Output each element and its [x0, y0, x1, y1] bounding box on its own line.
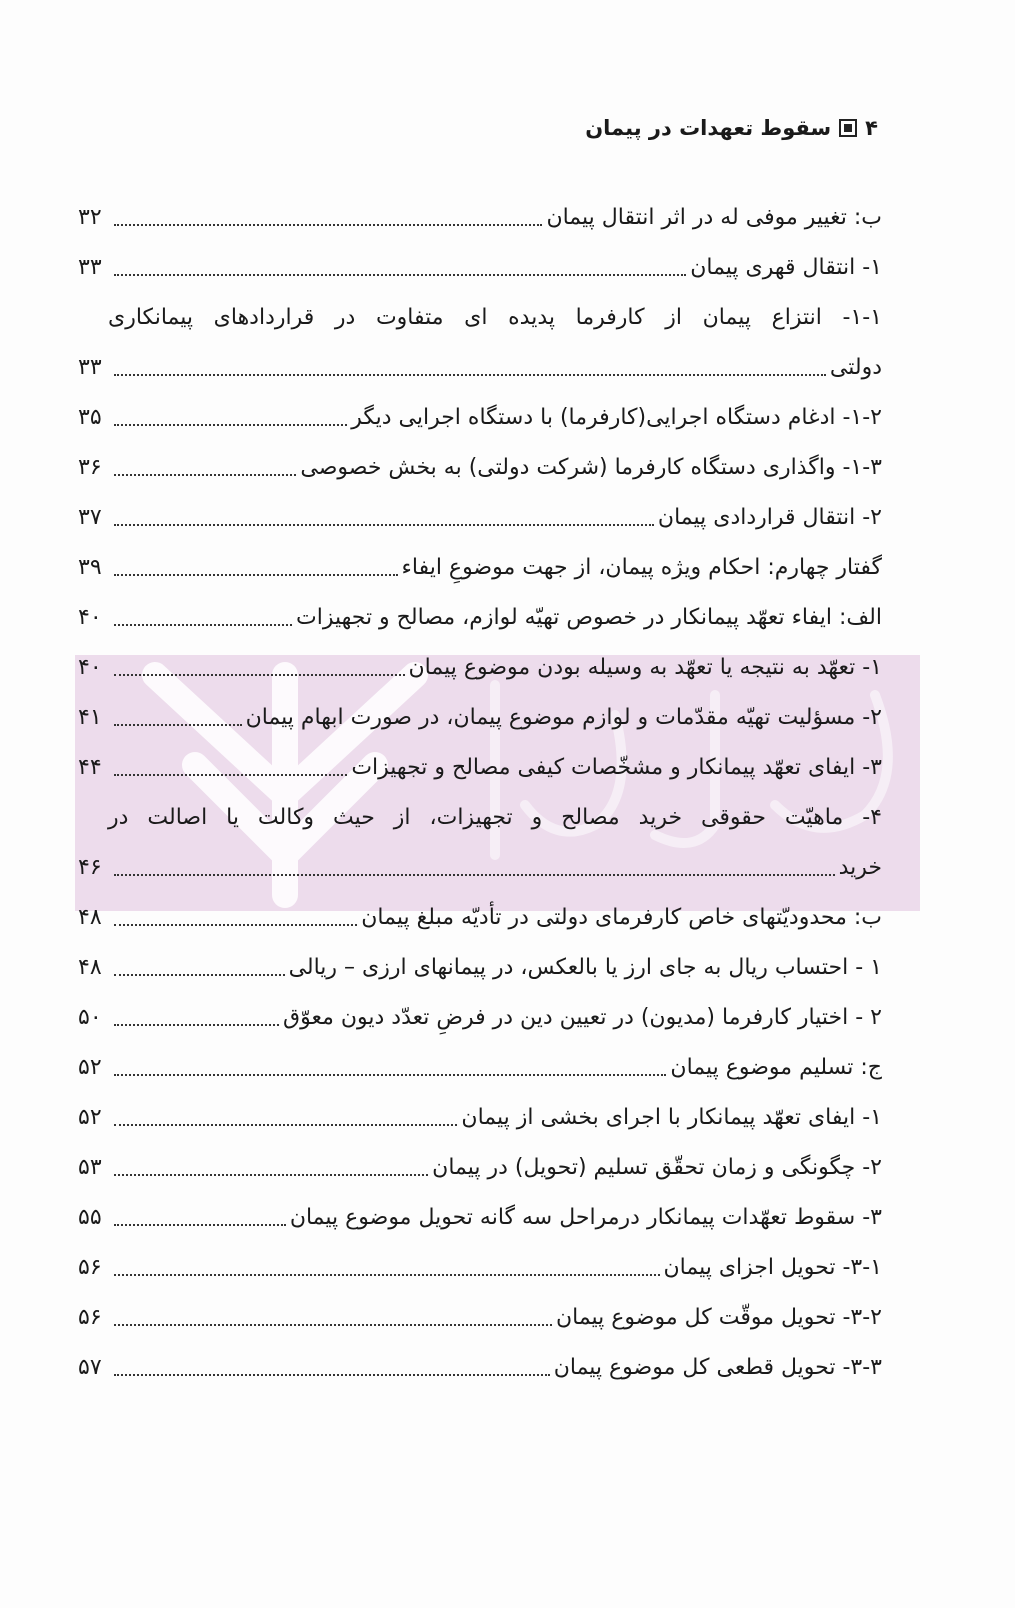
toc-page-number: ۳۹	[78, 554, 102, 580]
toc-entry[interactable]	[78, 992, 882, 1042]
toc-entry-title: ۳- ایفای تعهّد پیمانکار و مشخّصات کیفی مصالح و تجهیزات	[351, 754, 882, 780]
toc-entry-title: ج: تسلیم موضوع پیمان	[670, 1054, 882, 1080]
toc-entry-title: ب: تغییر موفی له در اثر انتقال پیمان	[546, 204, 882, 230]
leader-dots	[114, 974, 285, 976]
leader-dots	[114, 1324, 552, 1326]
toc-entry-title: ۲ - اختیار کارفرما (مدیون) در تعیین دین در فرضِ تعدّد دیون معوّق	[283, 1004, 882, 1030]
leader-dots	[114, 1024, 279, 1026]
toc-entry[interactable]	[78, 592, 882, 642]
leader-dots	[114, 624, 292, 626]
toc-entry[interactable]	[78, 1142, 882, 1192]
toc-page-number: ۳۳	[78, 254, 102, 280]
toc-entry[interactable]	[78, 742, 882, 792]
leader-dots	[114, 274, 686, 276]
leader-dots	[114, 774, 347, 776]
toc-entry[interactable]	[78, 1042, 882, 1092]
toc-entry[interactable]	[78, 442, 882, 492]
toc-entry-title: ۳-۲- تحویل موقّت کل موضوع پیمان	[555, 1304, 882, 1330]
toc-entry[interactable]	[78, 192, 882, 242]
leader-dots	[114, 524, 654, 526]
toc-page-number: ۴۶	[78, 854, 102, 880]
toc-entry[interactable]	[78, 942, 882, 992]
leader-dots	[114, 424, 347, 426]
toc-entry-title-continued: دولتی	[829, 354, 882, 380]
leader-dots	[114, 1224, 286, 1226]
toc-entry[interactable]	[78, 392, 882, 442]
leader-dots	[114, 1374, 550, 1376]
leader-dots	[114, 724, 242, 726]
toc-page-number: ۳۷	[78, 504, 102, 530]
leader-dots	[114, 224, 542, 226]
toc-entry[interactable]	[78, 542, 882, 592]
toc-entry-title: ۳-۳- تحویل قطعی کل موضوع پیمان	[553, 1354, 882, 1380]
toc-entry-title: ۱- ایفای تعهّد پیمانکار با اجرای بخشی از پیمان	[461, 1104, 882, 1130]
toc-page-number: ۴۰	[78, 604, 102, 630]
toc-entry-title: ۱- تعهّد به نتیجه یا تعهّد به وسیله بودن موضوع پیمان	[408, 654, 882, 680]
toc-page-number: ۴۴	[78, 754, 102, 780]
leader-dots	[114, 874, 835, 876]
toc-page-number: ۵۲	[78, 1104, 102, 1130]
toc-page-number: ۵۰	[78, 1004, 102, 1030]
toc-entry-title: ۱ - احتساب ریال به جای ارز یا بالعکس، در پیمانهای ارزی – ریالی	[288, 954, 882, 980]
toc-entry[interactable]	[78, 1242, 882, 1292]
toc-entry[interactable]	[78, 692, 882, 742]
toc-entry-title: ۳- سقوط تعهّدات پیمانکار درمراحل سه گانه تحویل موضوع پیمان	[289, 1204, 882, 1230]
leader-dots	[114, 1074, 666, 1076]
toc-page-number: ۵۲	[78, 1054, 102, 1080]
toc-entry[interactable]	[78, 1292, 882, 1342]
toc-entry-title: ۳-۱- تحویل اجزای پیمان	[663, 1254, 882, 1280]
toc-entry[interactable]	[78, 1092, 882, 1142]
toc-page-number: ۵۶	[78, 1254, 102, 1280]
toc-page-number: ۴۱	[78, 704, 102, 730]
toc-entry-title-continued: خرید	[838, 854, 882, 880]
toc-entry-title: ۱-۲- ادغام دستگاه اجرایی(کارفرما) با دستگاه اجرایی دیگر	[351, 404, 882, 430]
toc-entry-title: ۲- چگونگی و زمان تحقّق تسلیم (تحویل) در پیمان	[432, 1154, 882, 1180]
table-of-contents	[78, 192, 882, 1392]
toc-entry[interactable]	[78, 292, 882, 342]
toc-entry-continuation[interactable]	[78, 842, 882, 892]
toc-page-number: ۵۳	[78, 1154, 102, 1180]
toc-page-number: ۳۵	[78, 404, 102, 430]
toc-entry-title: الف: ایفاء تعهّد پیمانکار در خصوص تهیّه لوازم، مصالح و تجهیزات	[296, 604, 882, 630]
leader-dots	[114, 674, 405, 676]
toc-entry[interactable]	[78, 642, 882, 692]
toc-page-number: ۵۷	[78, 1354, 102, 1380]
toc-entry-title: ۲- مسؤلیت تهیّه مقدّمات و لوازم موضوع پیمان، در صورت ابهام پیمان	[245, 704, 882, 730]
toc-page-number: ۴۰	[78, 654, 102, 680]
running-header	[585, 116, 878, 140]
toc-page-number: ۳۲	[78, 204, 102, 230]
leader-dots	[114, 574, 398, 576]
header-book-title: سقوط تعهدات در پیمان	[585, 116, 832, 140]
toc-entry-title: ۴- ماهیّت حقوقی خرید مصالح و تجهیزات، از حیث وکالت یا اصالت در	[108, 804, 882, 830]
toc-entry-title: ۱-۳- واگذاری دستگاه کارفرما (شرکت دولتی) به بخش خصوصی	[300, 454, 882, 480]
toc-entry[interactable]	[78, 792, 882, 842]
toc-entry[interactable]	[78, 1192, 882, 1242]
leader-dots	[114, 1274, 660, 1276]
toc-page-number: ۵۵	[78, 1204, 102, 1230]
leader-dots	[114, 924, 357, 926]
toc-entry[interactable]	[78, 1342, 882, 1392]
square-bullet-icon	[839, 119, 857, 137]
toc-page-number: ۴۸	[78, 904, 102, 930]
toc-page-number: ۳۶	[78, 454, 102, 480]
toc-entry-title: ۲- انتقال قراردادی پیمان	[657, 504, 882, 530]
toc-entry-continuation[interactable]	[78, 342, 882, 392]
toc-page-number: ۴۸	[78, 954, 102, 980]
leader-dots	[114, 1174, 428, 1176]
toc-entry-title: گفتار چهارم: احکام ویژه پیمان، از جهت موضوعِ ایفاء	[401, 554, 882, 580]
toc-entry-title: ب: محدودیّتهای خاص کارفرمای دولتی در تأدیّه مبلغ پیمان	[361, 904, 882, 930]
leader-dots	[114, 474, 296, 476]
toc-entry[interactable]	[78, 892, 882, 942]
toc-entry[interactable]	[78, 242, 882, 292]
toc-entry-title: ۱-۱- انتزاع پیمان از کارفرما پدیده ای متفاوت در قراردادهای پیمانکاری	[108, 304, 882, 330]
toc-page-number: ۳۳	[78, 354, 102, 380]
toc-entry[interactable]	[78, 492, 882, 542]
toc-entry-title: ۱- انتقال قهری پیمان	[690, 254, 882, 280]
header-page-number: ۴	[865, 116, 878, 140]
toc-page-number: ۵۶	[78, 1304, 102, 1330]
leader-dots	[114, 374, 826, 376]
leader-dots	[114, 1124, 457, 1126]
